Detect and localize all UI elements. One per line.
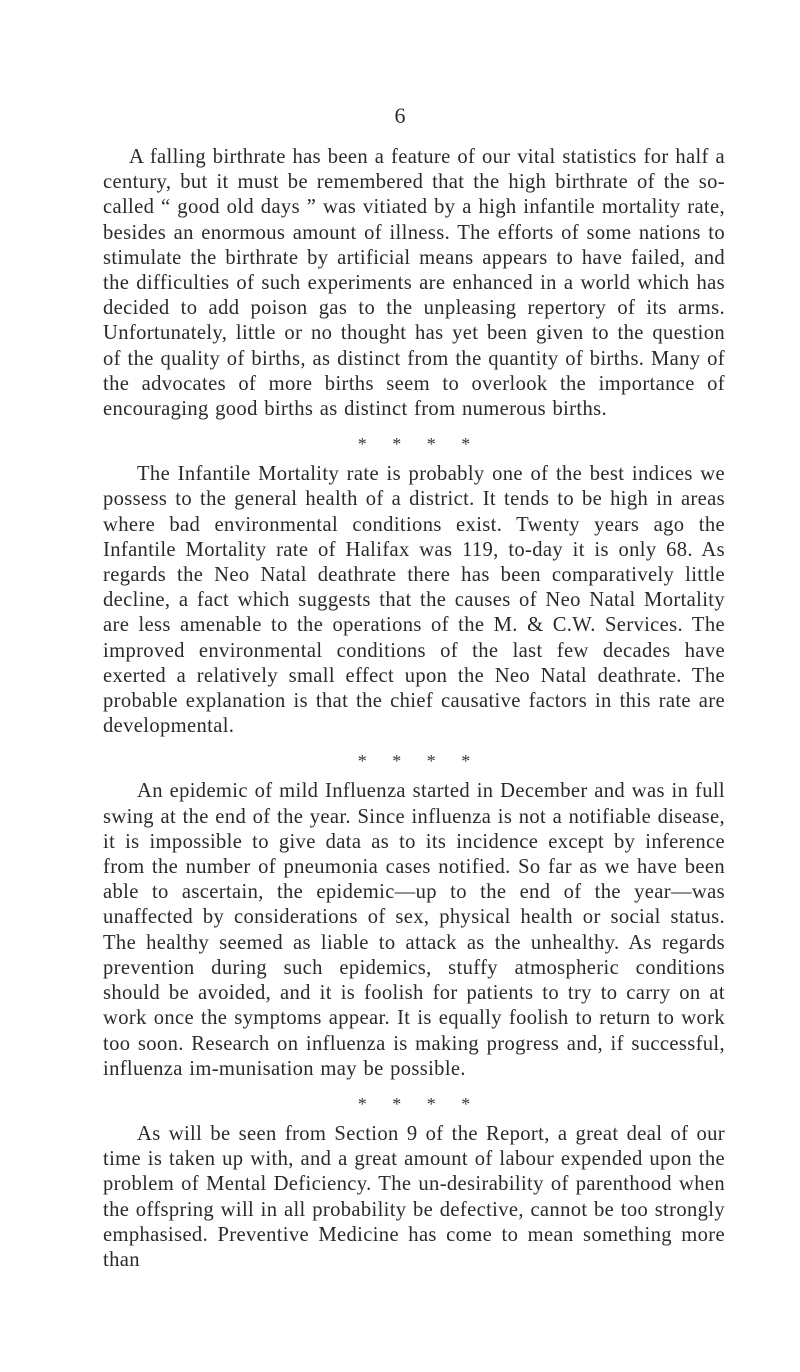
paragraph-infantile-mortality: The Infantile Mortality rate is probably one of the best indices we possess to the general health of a district. It tends to be high in areas where bad environmental conditions exist. Twenty years ago the Infantile Mortality rate of Halifax was 119, to-day it is only 68. As regards the Neo Natal deathrate there has been comparatively little decline, a fact which suggests that the causes of Neo Natal Mortality are less amenable to the operations of the M. & C.W. Services. The improved environmental conditions of the last few decades have exerted a relatively small effect upon the Neo Natal deathrate. The probable explanation is that the chief causative factors in this rate are developmental. (103, 463, 725, 738)
asterisk: * (426, 434, 436, 455)
asterisk: * (357, 434, 367, 455)
asterisk: * (461, 1093, 471, 1114)
section-separator (103, 1094, 725, 1114)
asterisk: * (357, 1093, 367, 1114)
asterisk: * (426, 1093, 436, 1114)
asterisk: * (392, 1093, 402, 1114)
asterisk: * (461, 434, 471, 455)
paragraph-mental-deficiency: As will be seen from Section 9 of the Report, a great deal of our time is taken up with, and a great amount of labour expended upon the problem of Mental Deficiency. The un-desirability of parenthood when the offspring will in all probability be defective, cannot be too strongly emphasised. Preventive Medicine has come to mean something more than (103, 1122, 725, 1271)
asterisk: * (461, 751, 471, 772)
body-text (103, 145, 725, 1273)
asterisk: * (392, 434, 402, 455)
section-separator (103, 751, 725, 771)
paragraph-influenza: An epidemic of mild Influenza started in December and was in full swing at the end of the year. Since influenza is not a notifiable disease, it is impossible to give data as to its incidence except by inference from the number of pneumonia cases notified. So far as we have been able to ascertain, the epidemic—up to the end of the year—was unaffected by considerations of sex, physical health or social status. The healthy seemed as liable to attack as the unhealthy. As regards prevention during such epidemics, stuffy atmospheric conditions should be avoided, and it is foolish for patients to try to carry on at work once the symptoms appear. It is equally foolish to return to work too soon. Research on influenza is making progress and, if successful, influenza im-munisation may be possible. (103, 780, 725, 1080)
page-number: 6 (394, 103, 406, 128)
section-separator (103, 434, 725, 454)
asterisk: * (392, 751, 402, 772)
asterisk: * (357, 751, 367, 772)
paragraph-birthrate: A falling birthrate has been a feature of our vital statistics for half a century, but it must be remembered that the high birthrate of the so-called “ good old days ” was vitiated by a high infantile mortality rate, besides an enormous amount of illness. The efforts of some nations to stimulate the birthrate by artificial means appears to have failed, and the difficulties of such experiments are enhanced in a world which has decided to add poison gas to the unpleasing repertory of its arms. Unfortunately, little or no thought has yet been given to the question of the quality of births, as distinct from the quantity of births. Many of the advocates of more births seem to overlook the importance of encouraging good births as distinct from numerous births. (103, 146, 725, 421)
asterisk: * (426, 751, 436, 772)
